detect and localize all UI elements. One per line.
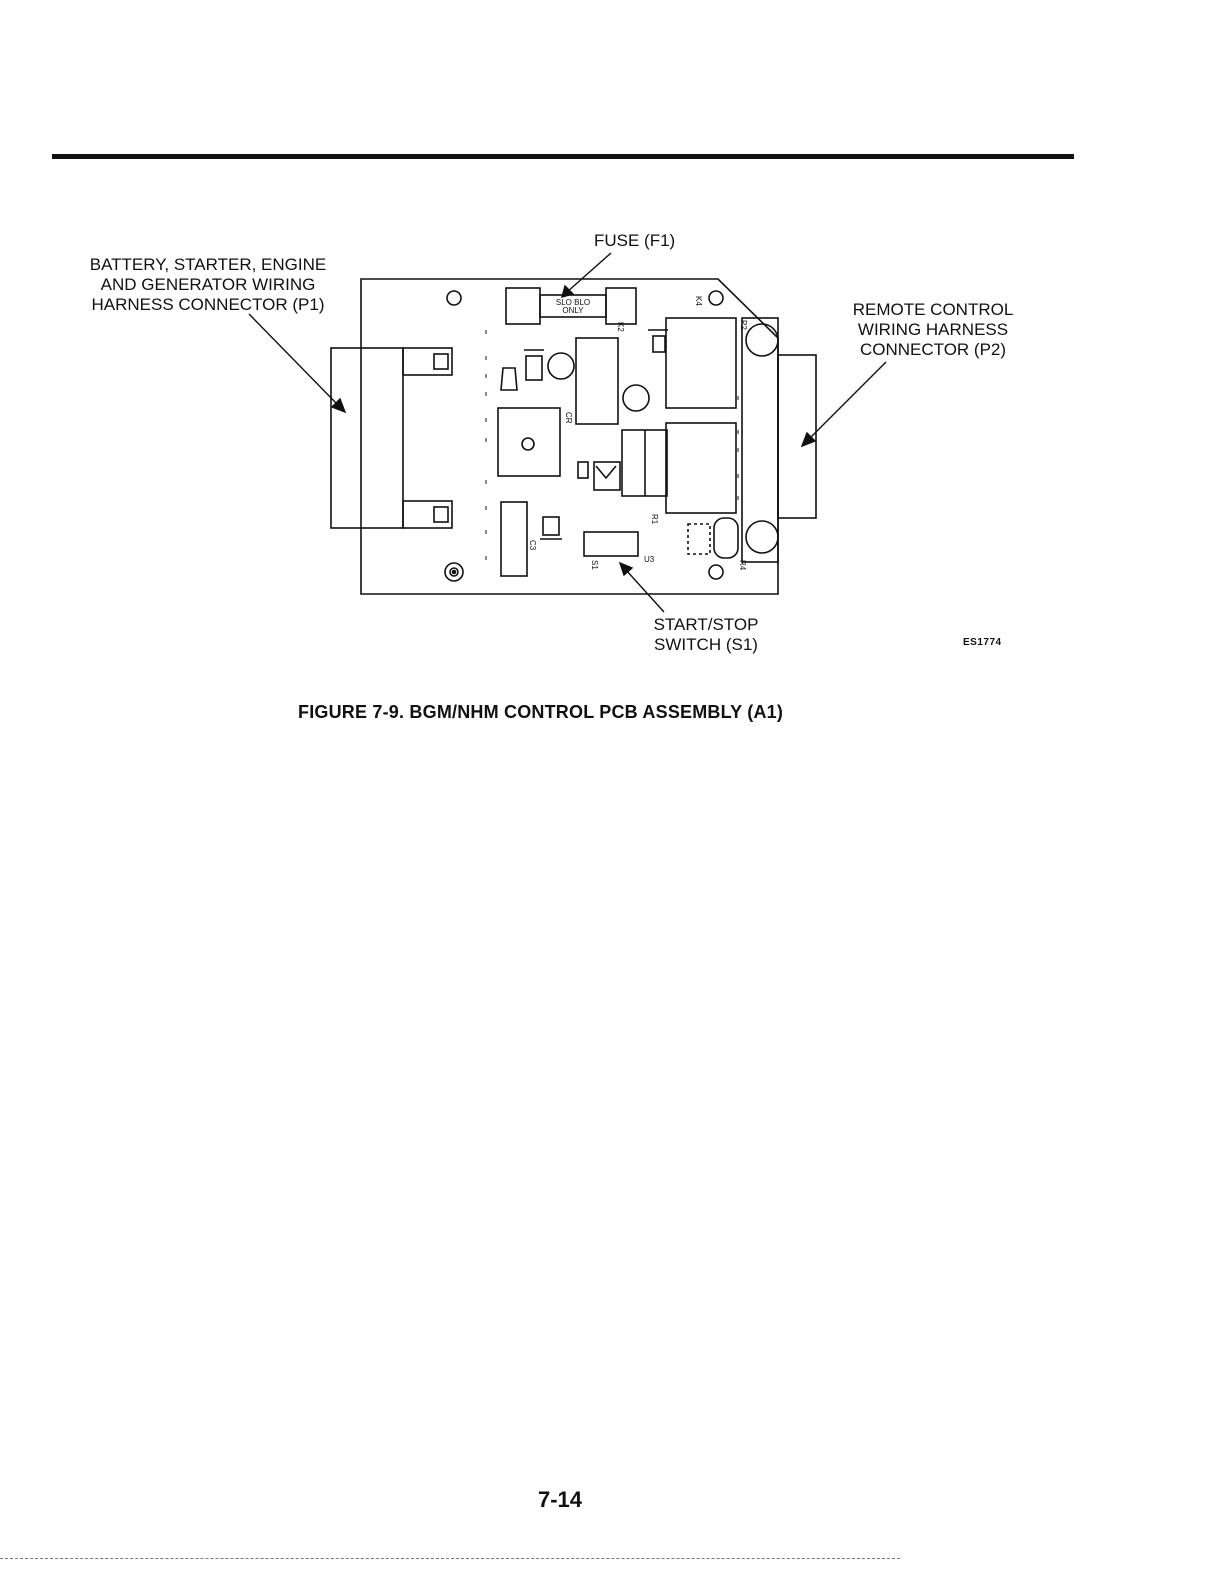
fuse-callout: FUSE (F1) — [594, 231, 676, 250]
relay-k4 — [666, 423, 736, 513]
k4-board-label: K4 — [694, 296, 703, 306]
k2-board-label: K2 — [616, 322, 625, 332]
figure-caption: FIGURE 7-9. BGM/NHM CONTROL PCB ASSEMBLY (A1) — [298, 702, 784, 722]
figure-id: ES1774 — [963, 637, 1002, 648]
s1-arrowhead — [620, 563, 632, 575]
fuse-holder-left — [506, 288, 540, 324]
p1-connector-body — [331, 348, 403, 528]
c3-board-label: C3 — [528, 540, 537, 551]
p2-connector-callout: REMOTE CONTROL WIRING HARNESS CONNECTOR (P2) — [852, 300, 1014, 359]
cr-board-label: CR — [564, 412, 573, 424]
p1-connector-callout: BATTERY, STARTER, ENGINE AND GENERATOR WIRING HARNESS CONNECTOR (P1) — [89, 255, 327, 314]
r1-board-label: R1 — [650, 514, 659, 525]
p2-board-label: P2 — [739, 320, 748, 330]
r4-board-label: R4 — [738, 560, 747, 571]
fuse-marking-2: ONLY — [562, 306, 584, 315]
ic-u3 — [501, 502, 527, 576]
s1-leader-line — [626, 570, 664, 612]
u3-board-label: U3 — [644, 555, 655, 564]
start-stop-switch-s1 — [584, 532, 638, 556]
start-stop-switch-callout: START/STOP SWITCH (S1) — [653, 615, 759, 654]
fuse-leader-line — [567, 253, 611, 292]
fuse-holder-right — [606, 288, 636, 324]
page-number: 7-14 — [538, 1487, 583, 1512]
bottom-divider — [0, 1558, 900, 1559]
s1-board-label: S1 — [590, 560, 599, 570]
p2-leader-line — [810, 362, 886, 438]
fuse-marking-1: SLO BLO — [555, 298, 591, 307]
p1-upper-tab — [403, 348, 452, 375]
p1-leader-line — [249, 314, 337, 404]
relay-k2 — [666, 318, 736, 408]
p1-lower-tab — [403, 501, 452, 528]
pcb-board-outline — [361, 279, 778, 594]
